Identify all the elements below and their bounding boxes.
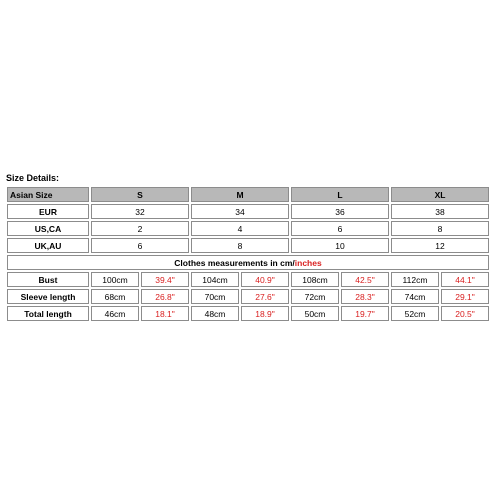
- row-label-uk-au: UK,AU: [7, 238, 89, 253]
- size-header-s: S: [91, 187, 189, 202]
- table-cell: 8: [391, 221, 489, 236]
- cm-cell: 48cm: [191, 306, 239, 321]
- measurements-heading-row: [7, 255, 489, 270]
- cm-cell: 68cm: [91, 289, 139, 304]
- cm-cell: 100cm: [91, 272, 139, 287]
- cm-cell: 50cm: [291, 306, 339, 321]
- table-cell: 10: [291, 238, 389, 253]
- size-details-title: Size Details:: [6, 173, 60, 183]
- table-cell: 8: [191, 238, 289, 253]
- table-cell: 4: [191, 221, 289, 236]
- inch-cell: 20.5": [441, 306, 489, 321]
- inch-cell: 26.8": [141, 289, 189, 304]
- measurements-heading: [7, 255, 489, 270]
- table-row: [7, 238, 489, 253]
- cm-cell: 70cm: [191, 289, 239, 304]
- cm-cell: 74cm: [391, 289, 439, 304]
- heading-cm-text: Clothes measurements in cm/: [174, 257, 295, 268]
- header-row: [7, 187, 489, 202]
- table-row: [7, 289, 489, 304]
- size-header-xl: XL: [391, 187, 489, 202]
- cm-cell: 52cm: [391, 306, 439, 321]
- inch-cell: 39.4": [141, 272, 189, 287]
- cm-cell: 46cm: [91, 306, 139, 321]
- cm-cell: 112cm: [391, 272, 439, 287]
- inch-cell: 27.6": [241, 289, 289, 304]
- table-cell: 6: [291, 221, 389, 236]
- table-cell: 34: [191, 204, 289, 219]
- size-header-l: L: [291, 187, 389, 202]
- inch-cell: 40.9": [241, 272, 289, 287]
- inch-cell: 18.9": [241, 306, 289, 321]
- table-cell: 12: [391, 238, 489, 253]
- table-cell: 32: [91, 204, 189, 219]
- cm-cell: 72cm: [291, 289, 339, 304]
- heading-inches-text: inches: [294, 257, 322, 268]
- table-row: [7, 306, 489, 321]
- size-chart-table: [5, 185, 491, 323]
- inch-cell: 19.7": [341, 306, 389, 321]
- row-label-eur: EUR: [7, 204, 89, 219]
- inch-cell: 29.1": [441, 289, 489, 304]
- table-row: [7, 204, 489, 219]
- inch-cell: 28.3": [341, 289, 389, 304]
- row-label-us-ca: US,CA: [7, 221, 89, 236]
- size-header-m: M: [191, 187, 289, 202]
- row-label-sleeve-length: Sleeve length: [7, 289, 89, 304]
- table-cell: 36: [291, 204, 389, 219]
- cm-cell: 104cm: [191, 272, 239, 287]
- table-cell: 38: [391, 204, 489, 219]
- table-row: [7, 272, 489, 287]
- cm-cell: 108cm: [291, 272, 339, 287]
- table-cell: 6: [91, 238, 189, 253]
- inch-cell: 42.5": [341, 272, 389, 287]
- row-label-bust: Bust: [7, 272, 89, 287]
- asian-size-label: Asian Size: [7, 187, 89, 202]
- table-row: [7, 221, 489, 236]
- inch-cell: 44.1": [441, 272, 489, 287]
- inch-cell: 18.1": [141, 306, 189, 321]
- table-cell: 2: [91, 221, 189, 236]
- row-label-total-length: Total length: [7, 306, 89, 321]
